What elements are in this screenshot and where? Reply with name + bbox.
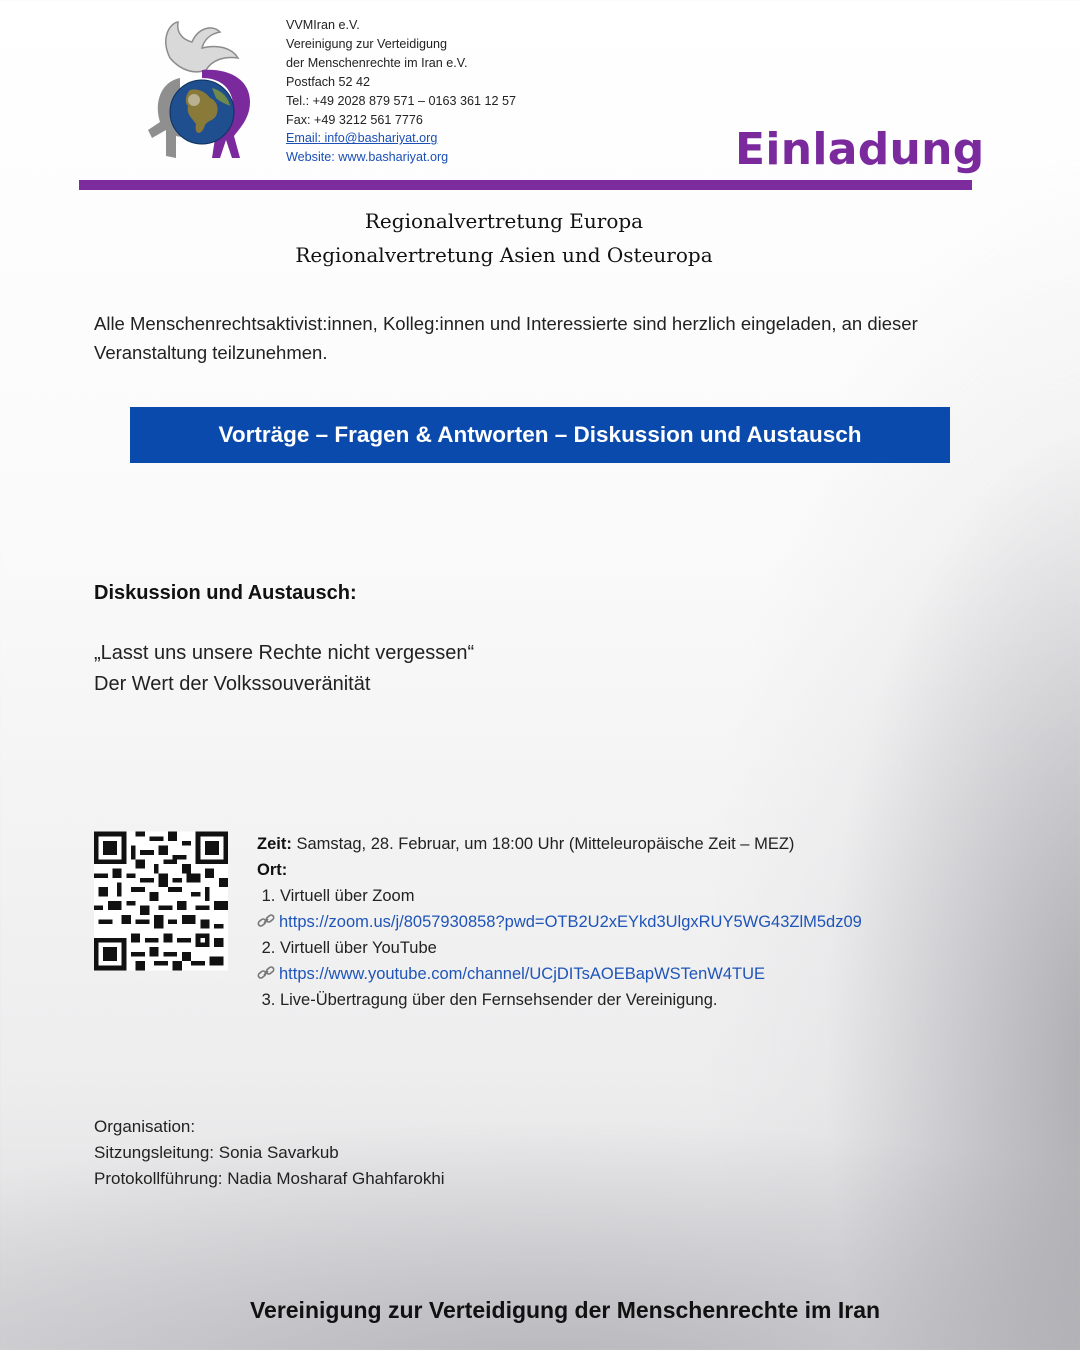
org-name-line1: Vereinigung zur Verteidigung (286, 36, 448, 51)
organisation-label: Organisation: (94, 1117, 196, 1136)
organization-contact-block (286, 16, 516, 167)
footer-org-name: Vereinigung zur Verteidigung der Menschenrechte im Iran (249, 1297, 881, 1323)
page-title: Einladung (735, 124, 985, 175)
option-youtube (257, 935, 862, 961)
zoom-link[interactable]: https://zoom.us/j/8057930858?pwd=OTB2U2xEYkd3UlgxRUY5WG43ZlM5dz09 (279, 913, 862, 931)
time-value: Samstag, 28. Februar, um 18:00 Uhr (Mitteleuropäische Zeit – MEZ) (296, 835, 795, 853)
option-zoom (257, 883, 862, 909)
org-short-name: VVMIran e.V. (286, 18, 360, 32)
option-tv (257, 987, 862, 1013)
region-asia-eastern-europe: Regionalvertretung Asien und Osteuropa (295, 243, 713, 267)
place-row (257, 857, 862, 883)
qr-code (94, 831, 228, 971)
postbox: Postfach 52 42 (286, 74, 371, 89)
zoom-link-row (257, 909, 862, 935)
option-tv-text: 3. Live-Übertragung über den Fernsehsender der Vereinigung. (261, 991, 718, 1009)
discussion-heading: Diskussion und Austausch: (94, 582, 357, 604)
fax: Fax: +49 3212 561 7776 (286, 112, 423, 127)
program-banner (130, 407, 950, 463)
option-zoom-text: 1. Virtuell über Zoom (261, 887, 415, 905)
time-label: Zeit: (257, 835, 292, 853)
option-youtube-text: 2. Virtuell über YouTube (261, 939, 437, 957)
org-name-line2: der Menschenrechte im Iran e.V. (286, 55, 468, 70)
time-row (257, 831, 862, 857)
place-label: Ort: (257, 861, 288, 879)
program-banner-text: Vorträge – Fragen & Antworten – Diskussion und Austausch (218, 422, 862, 447)
header-divider (79, 180, 972, 190)
organization-logo (140, 18, 272, 164)
discussion-quote: „Lasst uns unsere Rechte nicht vergessen“ (94, 642, 475, 664)
organisation-block (94, 1114, 445, 1192)
telephone: Tel.: +49 2028 879 571 – 0163 361 12 57 (286, 93, 517, 108)
region-europe: Regionalvertretung Europa (364, 209, 644, 233)
session-chair: Sitzungsleitung: Sonia Savarkub (94, 1143, 339, 1162)
link-icon (257, 966, 275, 980)
email-link[interactable]: Email: info@bashariyat.org (286, 131, 438, 146)
minute-taker: Protokollführung: Nadia Mosharaf Ghahfarokhi (94, 1169, 445, 1188)
invitation-intro: Alle Menschenrechtsaktivist:innen, Kolleg:innen und Interessierte sind herzlich eingeladen, an dieser Veranstaltung teilzunehmen. (94, 313, 918, 363)
youtube-link-row (257, 961, 862, 987)
youtube-link[interactable]: https://www.youtube.com/channel/UCjDITsAOEBapWSTenW4TUE (279, 965, 766, 983)
website-link[interactable]: Website: www.bashariyat.org (286, 150, 449, 165)
link-icon (257, 914, 275, 928)
discussion-topic: Der Wert der Volkssouveränität (94, 673, 371, 695)
event-details (257, 831, 862, 1013)
